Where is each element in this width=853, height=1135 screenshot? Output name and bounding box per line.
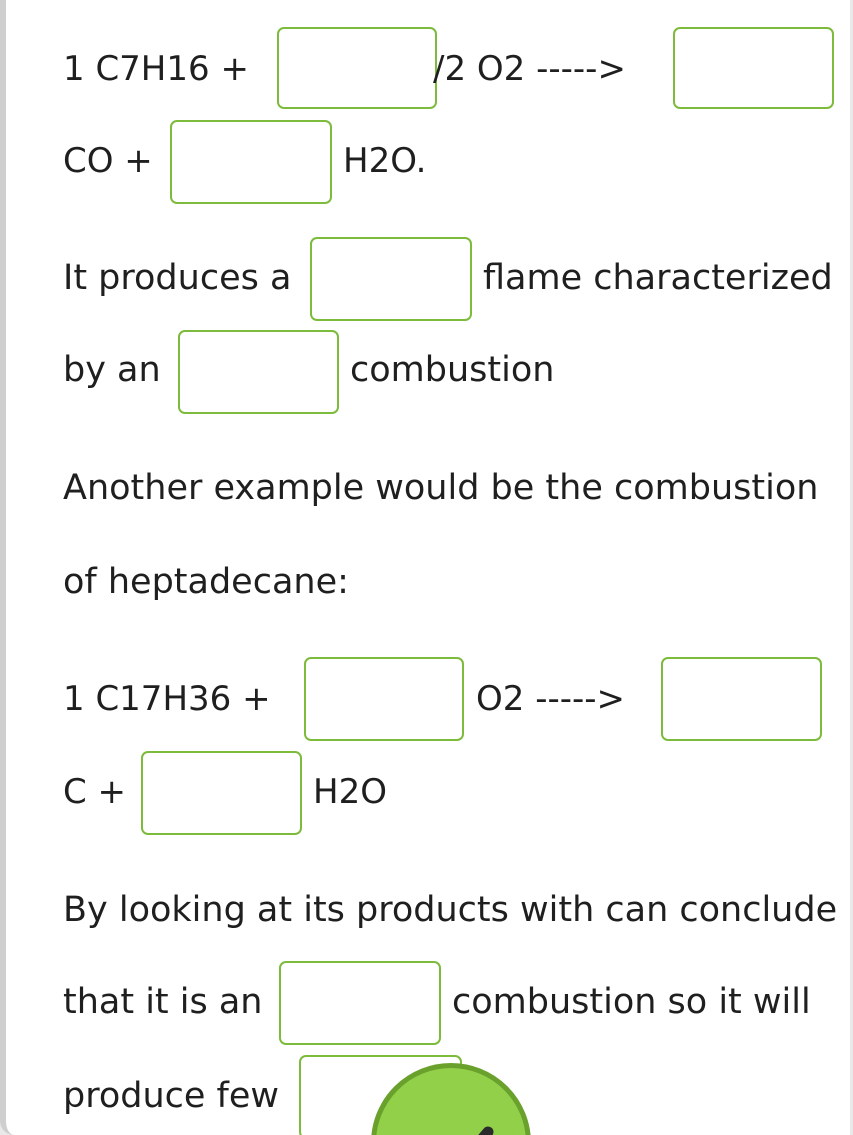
eq1-o2-coefficient-blank[interactable] — [277, 27, 437, 109]
equation1-oxygen-arrow: /2 O2 -----> — [433, 49, 626, 89]
eq2-h2o-coefficient-blank[interactable] — [141, 751, 302, 835]
eq2-o2-coefficient-blank[interactable] — [304, 657, 464, 741]
sentence2-line1: Another example would be the combustion — [63, 468, 819, 508]
check-icon — [376, 1068, 531, 1135]
sentence1-combustion: combustion — [350, 350, 555, 390]
equation2-oxygen-arrow: O2 -----> — [476, 679, 626, 719]
sentence3-that-it-is: that it is an — [63, 982, 263, 1022]
sentence3-produce-few: produce few — [63, 1076, 280, 1116]
sentence2-line2: of heptadecane: — [63, 562, 349, 602]
check-answer-button[interactable] — [371, 1063, 531, 1135]
sentence1-by-an: by an — [63, 350, 161, 390]
equation1-h2o: H2O. — [343, 141, 427, 181]
equation2-reactant: 1 C17H36 + — [63, 679, 271, 719]
flame-color-blank[interactable] — [310, 237, 472, 321]
equation1-co: CO + — [63, 141, 153, 181]
eq2-c-coefficient-blank[interactable] — [661, 657, 822, 741]
equation2-h2o: H2O — [313, 772, 387, 812]
eq1-co-coefficient-blank[interactable] — [673, 27, 834, 109]
equation1-reactant: 1 C7H16 + — [63, 49, 249, 89]
sentence3-combustion: combustion so it will — [452, 982, 811, 1022]
combustion-type-blank-2[interactable] — [279, 961, 441, 1045]
sentence1-start: It produces a — [63, 258, 292, 298]
sentence1-flame: flame characterized — [483, 258, 833, 298]
combustion-type-blank-1[interactable] — [178, 330, 339, 414]
eq1-h2o-coefficient-blank[interactable] — [170, 120, 332, 204]
sentence3-line1: By looking at its products with can conclude — [63, 890, 838, 930]
equation2-c: C + — [63, 772, 127, 812]
